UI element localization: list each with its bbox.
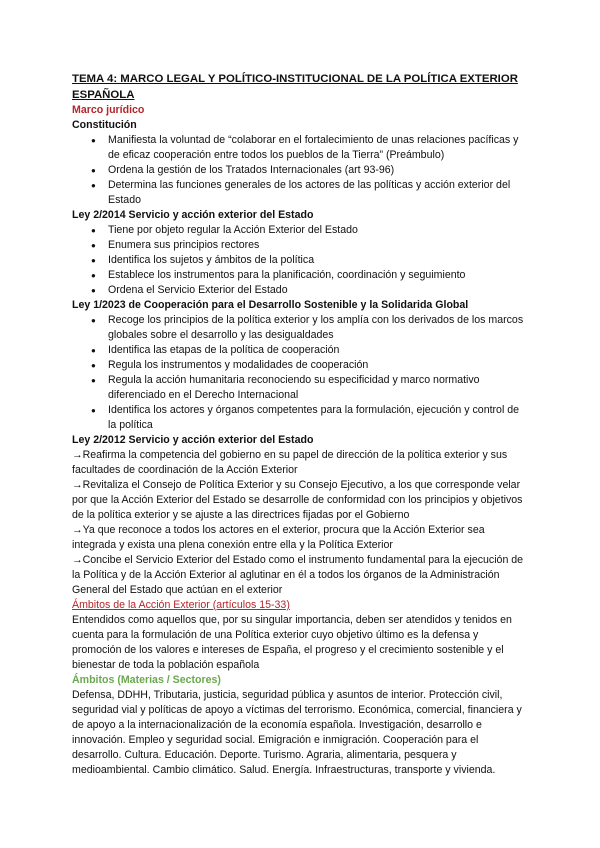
ley-2023-list: [72, 313, 528, 433]
constitucion-heading: Constitución: [72, 119, 137, 131]
list-item: ● Ordena la gestión de los Tratados Internacionales (art 93-96): [108, 163, 528, 178]
list-item: ● Determina las funciones generales de los actores de las políticas y acción exterior del Estado: [108, 178, 528, 208]
list-item: ● Identifica los actores y órganos competentes para la formulación, ejecución y control de la política: [108, 403, 528, 433]
list-item: ● Regula la acción humanitaria reconociendo su especificidad y marco normativo diferenciado en el Derecho Internacional: [108, 373, 528, 403]
constitucion-list: [72, 133, 528, 208]
ley-2023-heading: Ley 1/2023 de Cooperación para el Desarrollo Sostenible y la Solidarida Global: [72, 299, 469, 311]
ley-2012-paragraph: →Concibe el Servicio Exterior del Estado como el instrumento fundamental para la ejecución de la Política y de la Acción Exterior al aglutinar en él a todos los órganos de la Administración General del Estado que actúan en el exterior: [72, 554, 524, 596]
list-item: ● Ordena el Servicio Exterior del Estado: [108, 283, 528, 298]
ley-2012-paragraph: →Ya que reconoce a todos los actores en el exterior, procura que la Acción Exterior sea integrada y exista una plena conexión entre ella y la Política Exterior: [72, 524, 485, 551]
list-item: ● Manifiesta la voluntad de “colaborar en el fortalecimiento de unas relaciones pacíficas y de eficaz cooperación entre todos los pueblos de la Tierra” (Preámbulo): [108, 133, 528, 163]
ley-2012-paragraph: →Reafirma la competencia del gobierno en su papel de dirección de la política exterior y sus facultades de coordinación de la Acción Exterior: [72, 449, 508, 476]
ambitos-accion-paragraph: Entendidos como aquellos que, por su singular importancia, deben ser atendidos y tenidos en cuenta para la formulación de una Política exterior cuyo objetivo último es la defensa y promoción de los valores e intereses de España, el progreso y el crecimiento sostenible y el bienestar de toda la población española: [72, 614, 512, 671]
list-item: ● Enumera sus principios rectores: [108, 238, 528, 253]
list-item: ● Regula los instrumentos y modalidades de cooperación: [108, 358, 528, 373]
ambitos-materias-paragraph: Defensa, DDHH, Tributaria, justicia, seguridad pública y asuntos de interior. Protección civil, seguridad vial y políticas de apoyo a víctimas del terrorismo. Económica, comercial, financiera y de apoyo a la internacionalización de la economía española. Investigación, desarrollo e innovación. Empleo y seguridad social. Emigración e inmigración. Cooperación para el desarrollo. Cultura. Educación. Deporte. Turismo. Agraria, alimentaria, pesquera y medioambiental. Cambio climático. Salud. Energía. Infraestructuras, transporte y vivienda.: [72, 689, 522, 776]
document-content: [72, 72, 528, 778]
list-item: ● Tiene por objeto regular la Acción Exterior del Estado: [108, 223, 528, 238]
list-item: ● Identifica los sujetos y ámbitos de la política: [108, 253, 528, 268]
ambitos-accion-exterior-link[interactable]: Ámbitos de la Acción Exterior (artículos 15-33): [72, 599, 290, 611]
list-item: ● Identifica las etapas de la política de cooperación: [108, 343, 528, 358]
ley-2012-heading: Ley 2/2012 Servicio y acción exterior del Estado: [72, 434, 314, 446]
document-title: TEMA 4: MARCO LEGAL Y POLÍTICO-INSTITUCIONAL DE LA POLÍTICA EXTERIOR ESPAÑOLA: [72, 73, 518, 101]
list-item: ● Recoge los principios de la política exterior y los amplía con los derivados de los marcos globales sobre el desarrollo y las desigualdades: [108, 313, 528, 343]
ley-2014-heading: Ley 2/2014 Servicio y acción exterior del Estado: [72, 209, 314, 221]
ley-2014-list: [72, 223, 528, 298]
ley-2012-paragraph: →Revitaliza el Consejo de Política Exterior y su Consejo Ejecutivo, a los que corresponde velar por que la Acción Exterior del Estado se desarrolle de conformidad con los principios y objetivos de la política exterior y se ajuste a las directrices fijadas por el Gobierno: [72, 479, 523, 521]
marco-juridico-heading: Marco jurídico: [72, 104, 145, 116]
list-item: ● Establece los instrumentos para la planificación, coordinación y seguimiento: [108, 268, 528, 283]
ambitos-materias-heading: Ámbitos (Materias / Sectores): [72, 674, 221, 686]
